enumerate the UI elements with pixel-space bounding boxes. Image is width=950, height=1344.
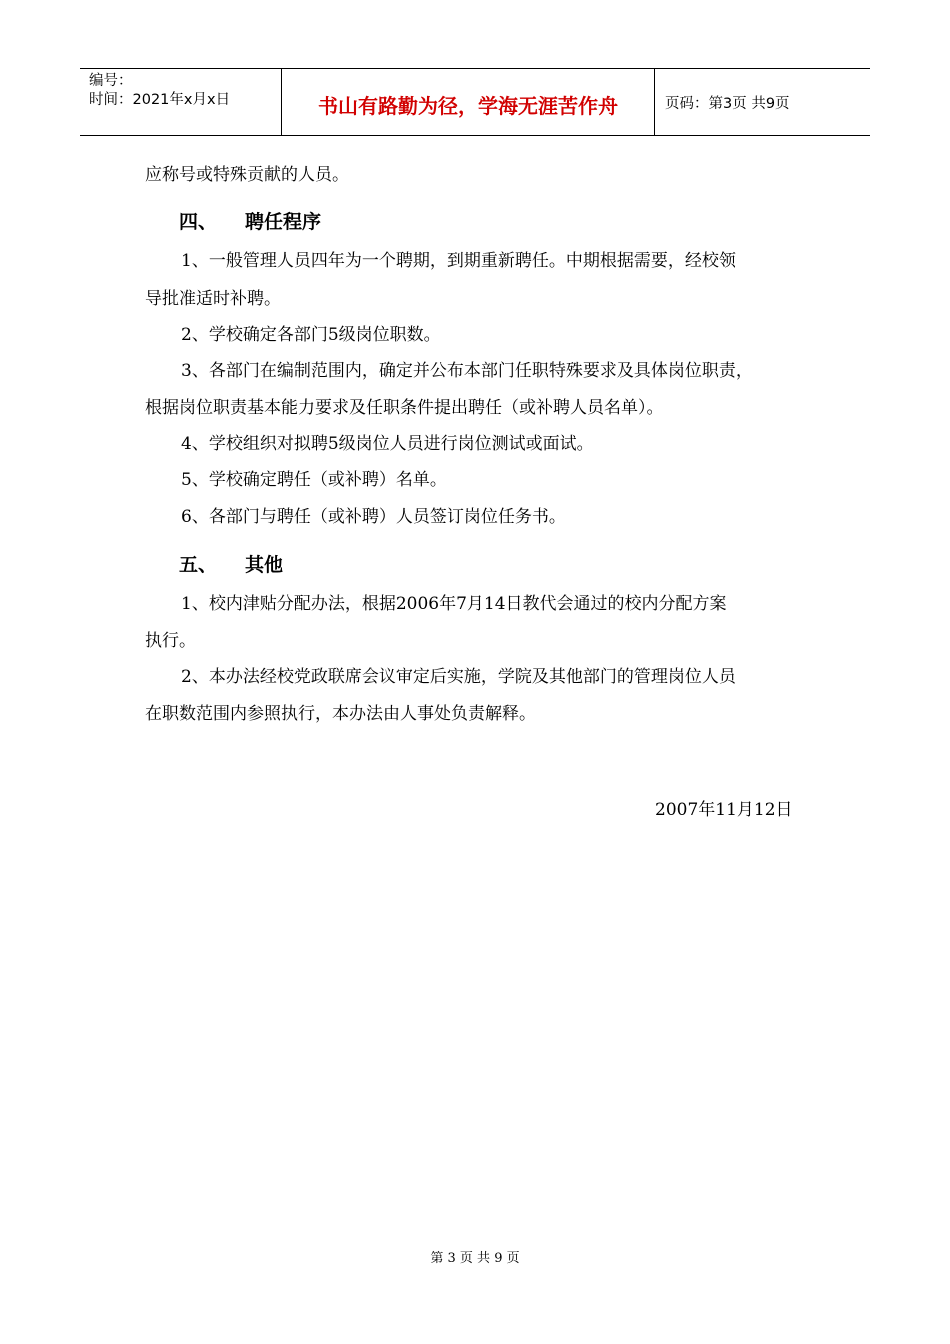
- header-page-info: 页码：第3页 共9页: [665, 95, 790, 112]
- date-label: 时间：2021年x月x日: [89, 92, 231, 108]
- code-label: 编号：: [89, 73, 133, 89]
- paragraph-line: 5、学校确定聘任（或补聘）名单。: [181, 470, 447, 490]
- paragraph-line: 4、学校组织对拟聘5级岗位人员进行岗位测试或面试。: [181, 434, 594, 454]
- paragraph-line: 3、各部门在编制范围内，确定并公布本部门任职特殊要求及具体岗位职责，: [181, 361, 753, 381]
- paragraph-line: 执行。: [145, 631, 196, 651]
- section-title: 其他: [245, 554, 284, 576]
- paragraph-line: 根据岗位职责基本能力要求及任职条件提出聘任（或补聘人员名单）。: [145, 398, 664, 418]
- paragraph-line: 在职数范围内参照执行，本办法由人事处负责解释。: [145, 704, 536, 724]
- page-footer: 第 3 页 共 9 页: [430, 1251, 520, 1266]
- paragraph-line: 导批准适时补聘。: [145, 289, 281, 309]
- document-date: 2007年11月12日: [655, 800, 793, 820]
- paragraph-line: 2、学校确定各部门5级岗位职数。: [181, 325, 441, 345]
- continuation-line: 应称号或特殊贡献的人员。: [145, 165, 349, 185]
- page-header: [80, 68, 870, 136]
- paragraph-line: 1、一般管理人员四年为一个聘期，到期重新聘任。中期根据需要，经校领: [181, 251, 736, 271]
- section-heading-5: [179, 550, 283, 577]
- paragraph-line: 1、校内津贴分配办法，根据2006年7月14日教代会通过的校内分配方案: [181, 594, 727, 614]
- header-meta: [80, 69, 282, 135]
- section-title: 聘任程序: [245, 211, 322, 233]
- section-number: 五、: [179, 554, 218, 576]
- section-heading-4: [179, 207, 321, 234]
- paragraph-line: 6、各部门与聘任（或补聘）人员签订岗位任务书。: [181, 507, 566, 527]
- header-motto: 书山有路勤为径，学海无涯苦作舟: [282, 69, 655, 135]
- section-number: 四、: [179, 211, 218, 233]
- paragraph-line: 2、本办法经校党政联席会议审定后实施，学院及其他部门的管理岗位人员: [181, 667, 736, 687]
